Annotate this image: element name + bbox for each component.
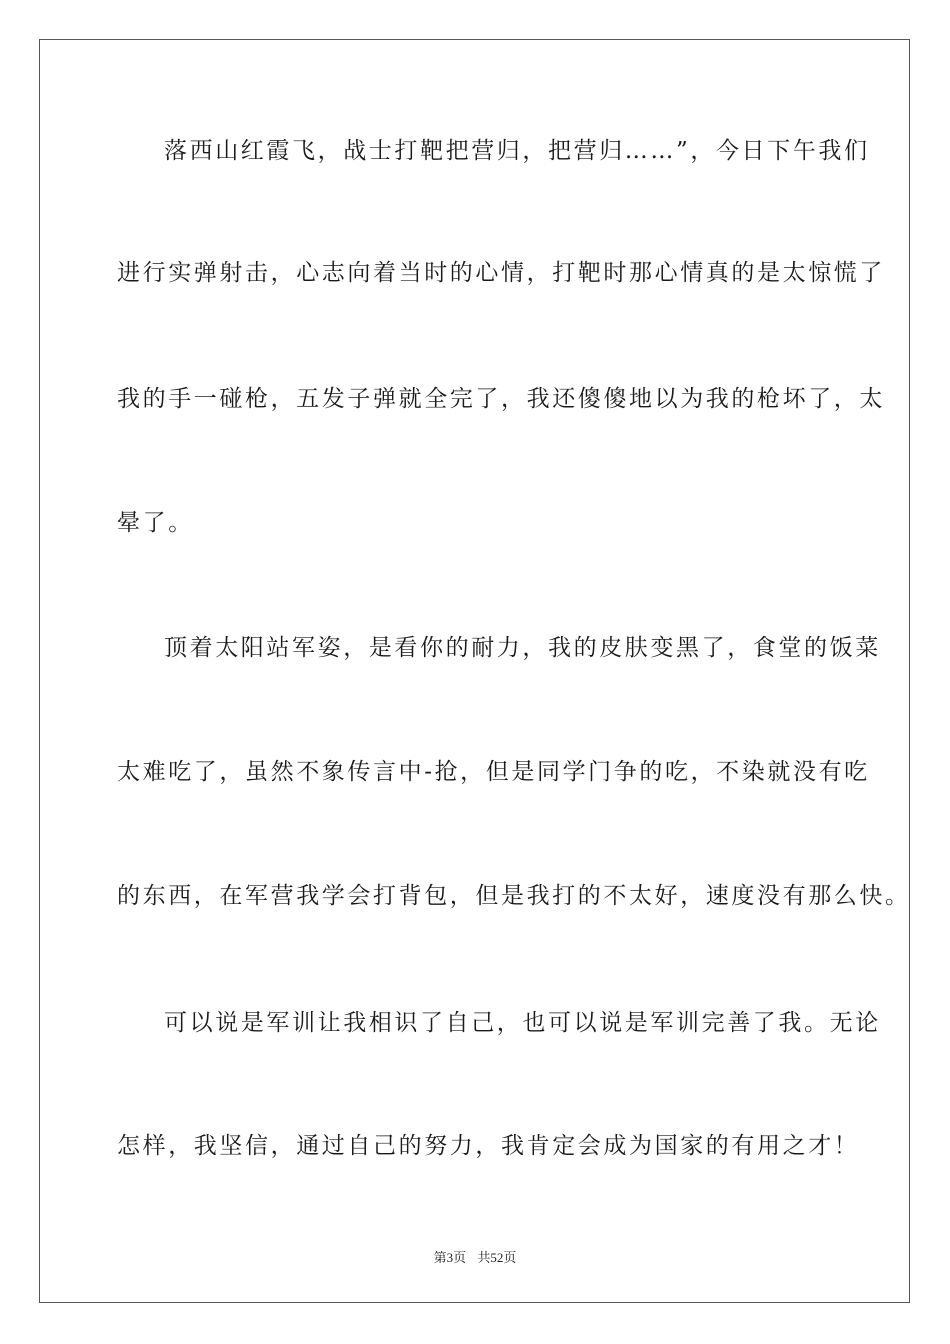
paragraph-1-line-4: 晕了。 <box>117 510 194 536</box>
paragraph-2-line-2: 太难吃了，虽然不象传言中-抢，但是同学门争的吃，不染就没有吃 <box>117 759 870 785</box>
paragraph-3-line-2: 怎样，我坚信，通过自己的努力，我肯定会成为国家的有用之才！ <box>117 1133 860 1159</box>
paragraph-3-line-1: 可以说是军训让我相识了自己，也可以说是军训完善了我。无论 <box>164 1010 881 1036</box>
paragraph-1-line-3: 我的手一碰枪，五发子弹就全完了，我还傻傻地以为我的枪坏了，太 <box>117 386 885 412</box>
paragraph-2-line-3: 的东西，在军营我学会打背包，但是我打的不太好，速度没有那么快。 <box>117 883 911 909</box>
paragraph-1-line-2: 进行实弹射击，心志向着当时的心情，打靶时那心情真的是太惊慌了 <box>117 260 885 286</box>
paragraph-1-line-1: 落西山红霞飞，战士打靶把营归，把营归……”，今日下午我们 <box>164 138 870 164</box>
page-footer <box>0 1247 950 1266</box>
page-number: 第3页 <box>433 1250 467 1265</box>
page-total: 共52页 <box>477 1250 517 1265</box>
paragraph-2-line-1: 顶着太阳站军姿，是看你的耐力，我的皮肤变黑了，食堂的饭菜 <box>164 635 881 661</box>
page-frame <box>39 39 910 1303</box>
